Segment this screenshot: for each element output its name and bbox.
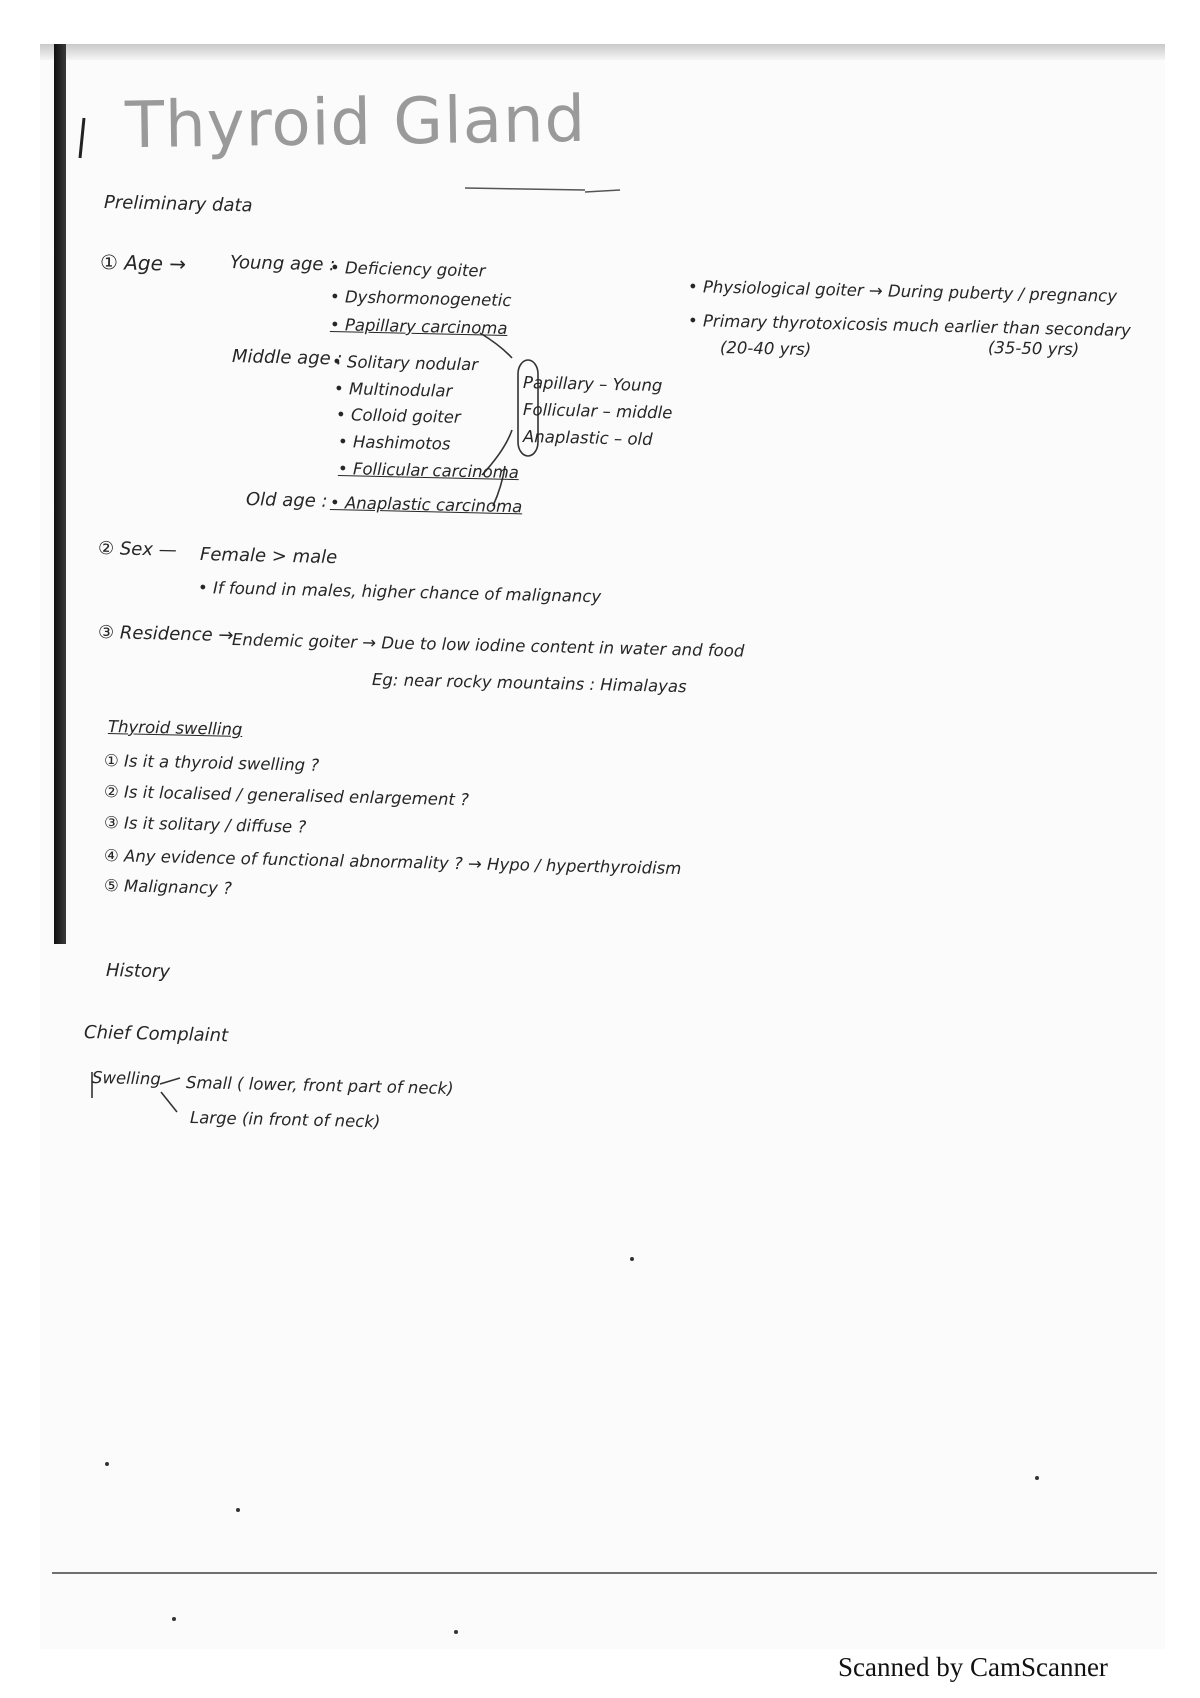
thyroid-swelling-heading: Thyroid swelling — [107, 717, 243, 740]
age-range: (35-50 yrs) — [987, 338, 1080, 360]
middle-item: • Follicular carcinoma — [337, 459, 520, 483]
scan-speck — [105, 1462, 109, 1466]
question-item: ② Is it localised / generalised enlargement ? — [103, 782, 470, 810]
paf-item: Anaplastic – old — [522, 427, 653, 449]
swelling-label: Swelling — [91, 1068, 162, 1089]
history-heading: History — [105, 960, 171, 983]
scan-speck — [630, 1257, 634, 1261]
residence-line: Eg: near rocky mountains : Himalayas — [371, 670, 687, 697]
young-item: • Deficiency goiter — [329, 258, 486, 281]
chief-complaint-heading: Chief Complaint — [83, 1022, 229, 1047]
old-item: • Anaplastic carcinoma — [329, 493, 523, 517]
side-note: • Primary thyrotoxicosis much earlier than secondary — [687, 311, 1131, 341]
middle-age-label: Middle age : — [231, 346, 343, 370]
middle-item: • Solitary nodular — [331, 352, 479, 375]
young-item: • Dyshormonogenetic — [329, 287, 512, 311]
swelling-large: Large (in front of neck) — [189, 1108, 381, 1132]
residence-label: ③ Residence → — [97, 622, 234, 647]
side-note: • Physiological goiter → During puberty / pregnancy — [687, 277, 1118, 306]
sex-line: Female > male — [199, 544, 338, 569]
scan-speck — [172, 1617, 176, 1621]
middle-item: • Colloid goiter — [335, 405, 461, 427]
age-range: (20-40 yrs) — [719, 338, 812, 360]
swelling-small: Small ( lower, front part of neck) — [185, 1073, 454, 1099]
sex-label: ② Sex — — [97, 538, 177, 561]
scan-speck — [454, 1630, 458, 1634]
residence-line: Endemic goiter → Due to low iodine content in water and food — [231, 630, 745, 661]
question-item: ③ Is it solitary / diffuse ? — [103, 813, 307, 837]
middle-item: • Multinodular — [333, 379, 453, 401]
page-title: Thyroid Gland — [124, 82, 587, 164]
scan-speck — [236, 1508, 240, 1512]
paf-item: Papillary – Young — [522, 373, 663, 396]
scan-speck — [1035, 1476, 1039, 1480]
camscanner-watermark: Scanned by CamScanner — [838, 1652, 1108, 1682]
young-item: • Papillary carcinoma — [329, 315, 508, 339]
old-age-label: Old age : — [245, 489, 328, 512]
preliminary-heading: Preliminary data — [103, 192, 253, 217]
question-item: ① Is it a thyroid swelling ? — [103, 751, 320, 775]
young-age-label: Young age : — [229, 252, 336, 276]
question-item: ④ Any evidence of functional abnormality ? → Hypo / hyperthyroidism — [103, 846, 682, 879]
question-item: ⑤ Malignancy ? — [103, 876, 233, 898]
paf-item: Follicular – middle — [522, 400, 673, 423]
sex-line: • If found in males, higher chance of malignancy — [197, 578, 602, 607]
age-label: ① Age → — [99, 250, 187, 276]
middle-item: • Hashimotos — [337, 432, 451, 454]
